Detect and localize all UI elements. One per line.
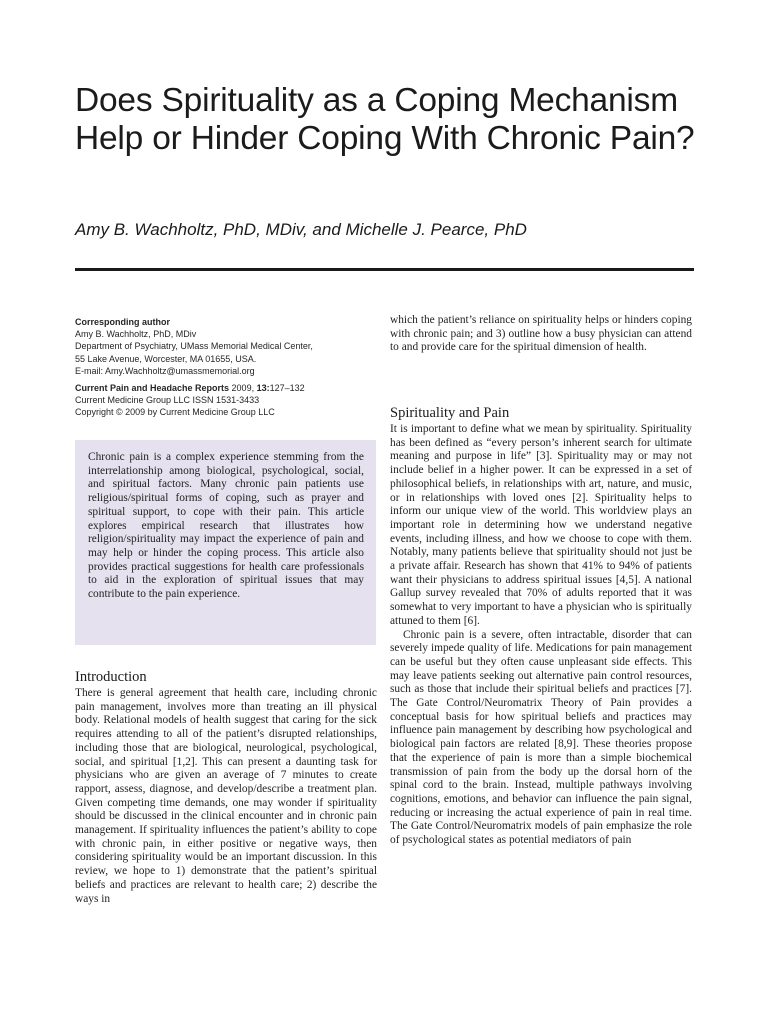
publisher-issn: Current Medicine Group LLC ISSN 1531-3433 [75, 395, 260, 406]
journal-year: 2009, [229, 383, 257, 394]
spirituality-paragraph-1: It is important to define what we mean by spirituality. Spirituality has been defined as “every person’s inherent search for ultimate meaning and purpose in life” [3]. Spirituality may or may not include belief in a higher power. It can be expressed in a set of philosophical beliefs, in relationships with art, nature, and music, or in relationships with loved ones [2]. Spirituality helps to inform our unique view of the world. This worldview plays an important role in determining how we understand negative events, including illness, and how we choose to cope with them. Notably, many patients believe that spirituality should not just be a private affair. Research has shown that 41% to 94% of patients want their physicians to address spiritual issues [4,5]. A national Gallup survey revealed that 70% of adults reported that it was somewhat to very important to have a physician who is spiritually attuned to them [6]. [390, 423, 692, 627]
continued-paragraph [390, 314, 692, 355]
article-metadata [75, 316, 375, 419]
continued-paragraph-text: which the patient’s reliance on spirituality helps or hinders coping with chronic pain; and 3) outline how a busy physician can attend to and provide care for the spiritual dimension of health. [390, 314, 692, 354]
spirituality-paragraph-2: Chronic pain is a severe, often intractable, disorder that can severely impede quality of life. Medications for pain management can be useful but they often cause unpleasant side effects. This may leave patients seeking out alternative pain control resources, such as those that include their spiritual beliefs and practices [7]. The Gate Control/Neuromatrix Theory of Pain provides a conceptual basis for how spiritual beliefs and practices may influence pain management by describing how psychological and biological pain factors are related [8,9]. These theories propose that the experience of pain is more than a simple biochemical transmission of pain from the body up the dorsal horn of the spinal cord to the brain. Instead, multiple pathways involving cognitions, emotions, and behavior can influence the pain signal, reducing or increasing the actual experience of pain in real time. The Gate Control/Neuromatrix models of pain emphasize the role of psychological states as potential mediators of pain [390, 628, 692, 847]
corresponding-author-name: Amy B. Wachholtz, PhD, MDiv [75, 329, 197, 340]
author-department: Department of Psychiatry, UMass Memorial Medical Center, [75, 341, 313, 352]
spirituality-pain-heading: Spirituality and Pain [390, 405, 510, 421]
introduction-section [75, 668, 377, 906]
journal-pages: 127–132 [269, 383, 305, 394]
spirituality-pain-section [390, 404, 692, 848]
journal-volume: 13: [256, 383, 270, 394]
introduction-paragraph: There is general agreement that health care, including chronic pain management, involves more than treating an ill physical body. Relational models of health suggest that caring for the sick requires attending to all of the patient’s disrupted relationships, including those that are biological, neurological, psychological, social, and spiritual [1,2]. This can present a daunting task for physicians who are given an average of 7 minutes to create rapport, assess, diagnose, and develop/describe a treatment plan. Given competing time demands, one may wonder if spirituality should be discussed in the clinical encounter and in chronic pain management. If spirituality influences the patient’s ability to cope with chronic pain, in either positive or negative ways, then considering spirituality would be an important discussion. In this review, we hope to 1) demonstrate that the patient’s spiritual beliefs and practices are relevant to health care; 2) describe the ways in [75, 687, 377, 905]
copyright-line: Copyright © 2009 by Current Medicine Group LLC [75, 407, 275, 418]
title-divider [75, 268, 694, 271]
author-address: 55 Lake Avenue, Worcester, MA 01655, USA. [75, 353, 257, 364]
author-email: E-mail: Amy.Wachholtz@umassmemorial.org [75, 365, 255, 376]
journal-name: Current Pain and Headache Reports [75, 383, 230, 394]
journal-citation [75, 382, 375, 394]
corresponding-author-label: Corresponding author [75, 317, 170, 327]
abstract-text: Chronic pain is a complex experience stemming from the interrelationship among biological, psychological, social, and spiritual factors. Many chronic pain patients use religious/spiritual forms of coping, such as prayer and spiritual support, to cope with their pain. This article explores empirical research that illustrates how religion/spirituality may impact the experience of pain and may help or hinder the coping process. This article also provides practical suggestions for health care professionals to aid in the exploration of spiritual issues that may contribute to the pain experience. [88, 451, 364, 601]
article-title: Does Spirituality as a Coping Mechanism Help or Hinder Coping With Chronic Pain? [75, 82, 695, 157]
abstract-box [75, 440, 376, 645]
author-line: Amy B. Wachholtz, PhD, MDiv, and Michelle J. Pearce, PhD [75, 220, 527, 239]
introduction-heading: Introduction [75, 669, 147, 685]
